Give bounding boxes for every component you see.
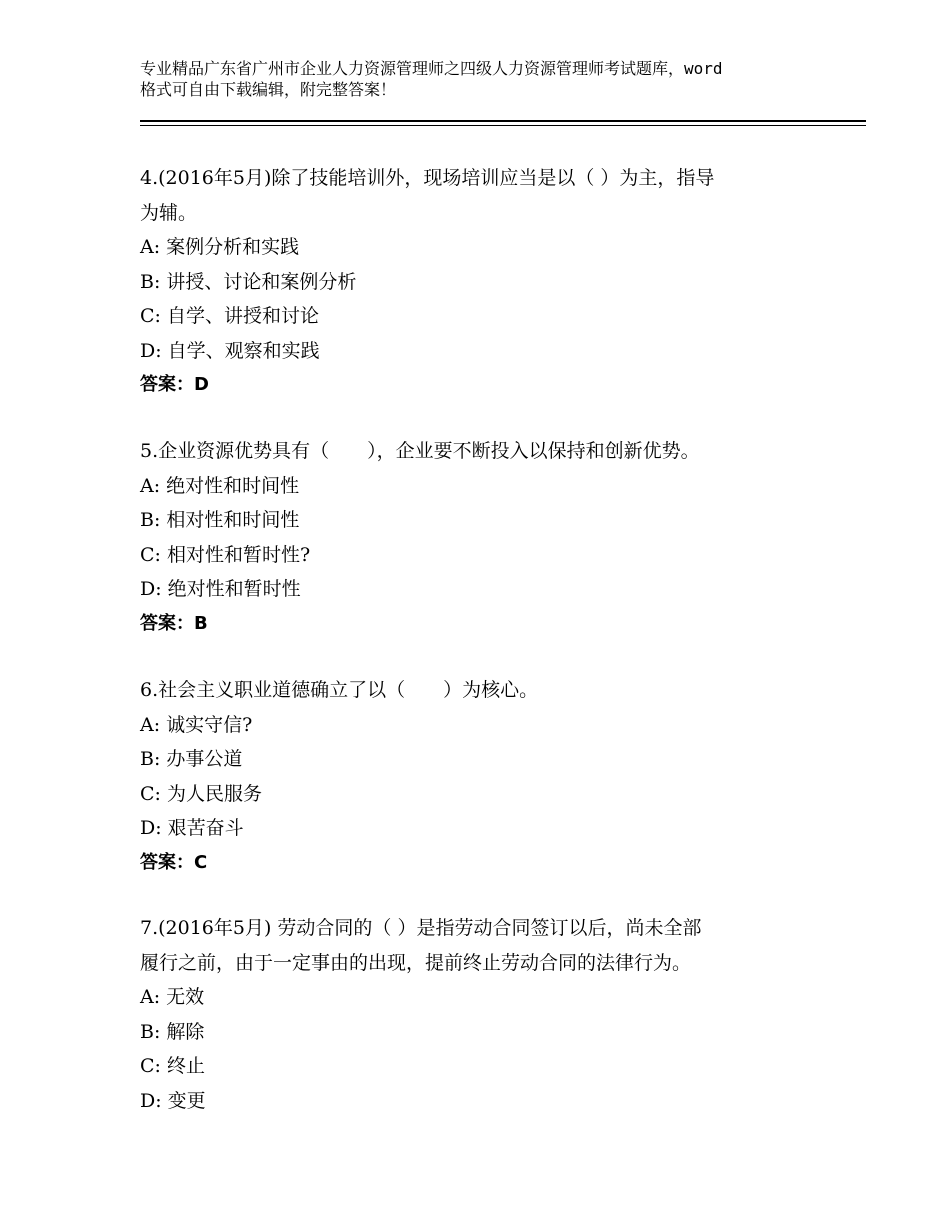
option-b: B: 讲授、讨论和案例分析 [140, 270, 357, 293]
question-5 [140, 434, 820, 641]
answer: 答案：B [140, 612, 208, 634]
option-c: C: 为人民服务 [140, 782, 262, 805]
header-divider [140, 125, 866, 126]
option-d: D: 绝对性和暂时性 [140, 578, 301, 600]
option-c: C: 终止 [140, 1055, 205, 1077]
question-4 [140, 161, 820, 403]
option-d: D: 艰苦奋斗 [140, 817, 244, 839]
option-b: B: 解除 [140, 1020, 205, 1043]
header-line: 专业精品广东省广州市企业人力资源管理师之四级人力资源管理师考试题库，word [140, 59, 723, 78]
question-text: 6.社会主义职业道德确立了以（ ）为核心。 [140, 679, 539, 701]
question-text: 为辅。 [140, 201, 198, 224]
option-b: B: 相对性和时间性 [140, 509, 300, 531]
question-7 [140, 911, 820, 1118]
option-a: A: 绝对性和时间性 [140, 474, 300, 497]
option-d: D: 自学、观察和实践 [140, 339, 320, 362]
header-line: 格式可自由下载编辑，附完整答案！ [140, 80, 397, 99]
question-text: 5.企业资源优势具有（ ），企业要不断投入以保持和创新优势。 [140, 440, 700, 462]
option-b: B: 办事公道 [140, 748, 243, 770]
document-header [140, 58, 840, 100]
answer: 答案：C [140, 851, 208, 873]
option-d: D: 变更 [140, 1089, 206, 1112]
option-c: C: 相对性和暂时性? [140, 543, 311, 566]
option-a: A: 无效 [140, 986, 205, 1008]
question-text: 履行之前，由于一定事由的出现，提前终止劳动合同的法律行为。 [140, 951, 692, 974]
answer: 答案：D [140, 374, 209, 395]
header-divider [140, 120, 866, 122]
option-a: A: 案例分析和实践 [140, 236, 300, 258]
option-a: A: 诚实守信? [140, 713, 253, 736]
option-c: C: 自学、讲授和讨论 [140, 305, 319, 327]
question-text: 7.(2016年5月) 劳动合同的（ ）是指劳动合同签订以后，尚未全部 [140, 917, 702, 939]
question-6 [140, 673, 820, 880]
question-text: 4.(2016年5月)除了技能培训外，现场培训应当是以（ ）为主，指导 [140, 167, 715, 189]
